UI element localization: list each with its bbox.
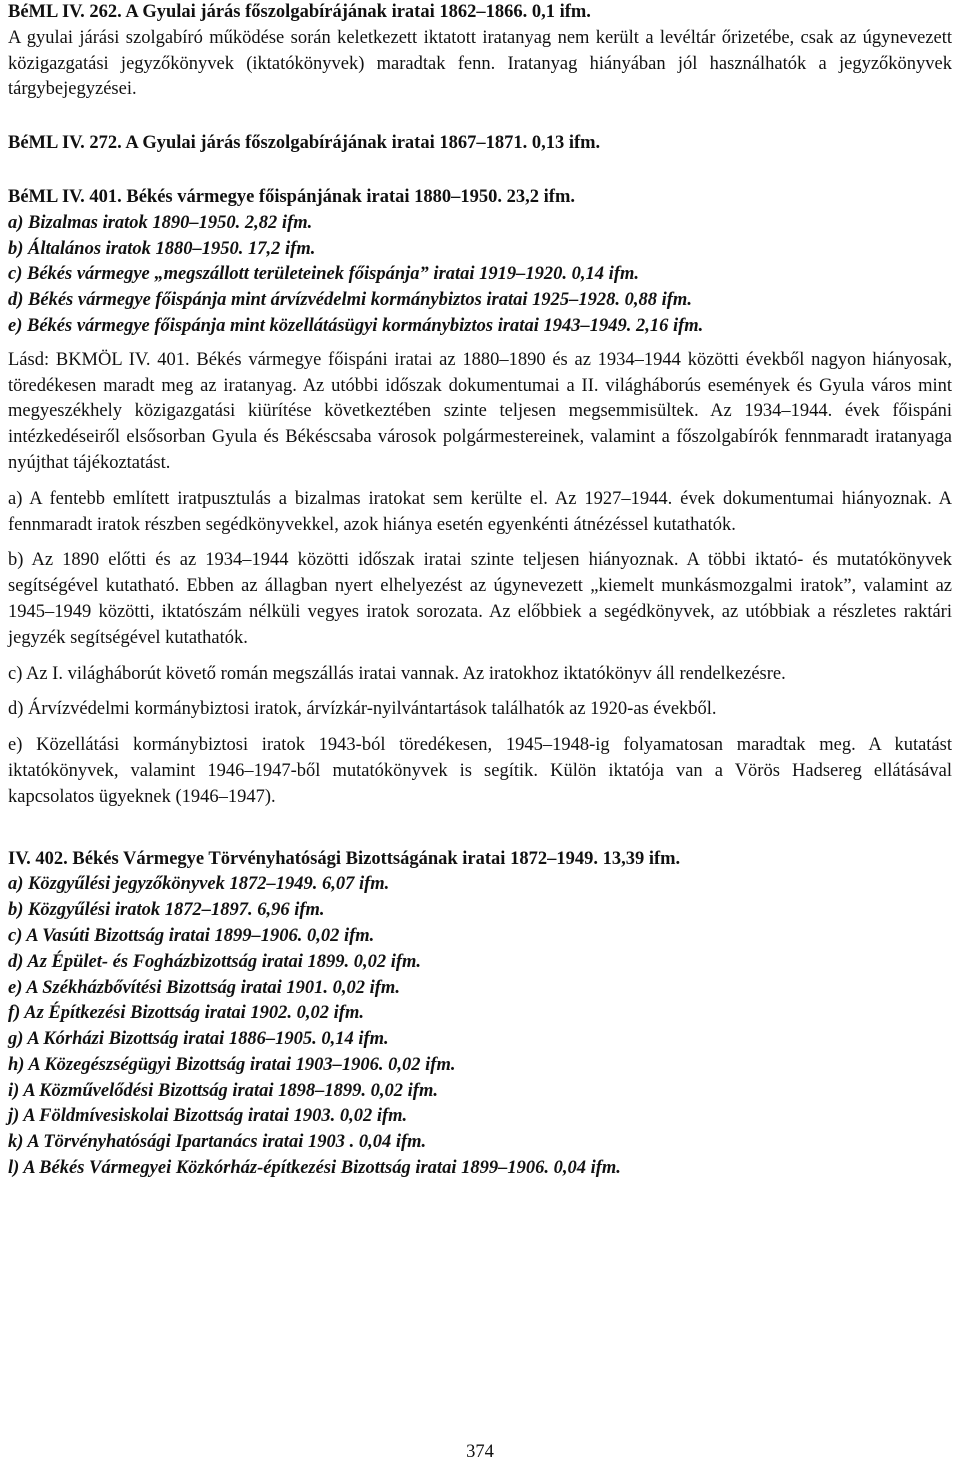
subseries-item: h) A Közegészségügyi Bizottság iratai 1903–1906. 0,02 ifm. bbox=[8, 1054, 456, 1075]
subseries-item: a) Közgyűlési jegyzőkönyvek 1872–1949. 6,07 ifm. bbox=[8, 874, 390, 895]
section-heading: BéML IV. 262. A Gyulai járás főszolgabírájának iratai 1862–1866. 0,1 ifm. bbox=[8, 2, 591, 22]
section-heading: IV. 402. Békés Vármegye Törvényhatósági Bizottságának iratai 1872–1949. 13,39 ifm. bbox=[8, 848, 681, 869]
section-heading: BéML IV. 272. A Gyulai járás főszolgabírájának iratai 1867–1871. 0,13 ifm. bbox=[8, 133, 601, 154]
body-paragraph: e) Közellátási kormánybiztosi iratok 1943-ból töredékesen, 1945–1948-ig folyamatosan maradtak meg. A kutatást iktatókönyvek, valamint 1946–1947-ből mutatókönyvek is segítik. Külön iktatója van a Vörös Hadsereg ellátásával kapcsolatos ügyeknek (1946–1947). bbox=[8, 735, 952, 807]
subseries-item: d) Az Épület- és Fogházbizottság iratai 1899. 0,02 ifm. bbox=[8, 951, 422, 972]
subseries-item: i) A Közművelődési Bizottság iratai 1898–1899. 0,02 ifm. bbox=[8, 1080, 438, 1101]
subseries-item: e) Békés vármegye főispánja mint közellátásügyi kormánybiztos iratai 1943–1949. 2,16 ifm. bbox=[8, 315, 704, 336]
subseries-item: k) A Törvényhatósági Ipartanács iratai 1903 . 0,04 ifm. bbox=[8, 1132, 427, 1153]
body-paragraph: Lásd: BKMÖL IV. 401. Békés vármegye főispáni iratai az 1880–1890 és az 1934–1944 közötti évekből nagyon hiányosak, töredékesen maradt meg az iratanyag. Az utóbbi időszak dokumentumai a II. világháborús események és Gyula város mint megyeszékhely közigazgatási kiürítése következtében szinte teljesen megsemmisültek. Az 1934–1944. évek főispáni intézkedéseiről elsősorban Gyula és Békéscsaba városok polgármestereinek, valamint a főszolgabírók fennmaradt iratanyaga nyújthat tájékoztatást. bbox=[8, 349, 952, 473]
subseries-item: j) A Földmívesiskolai Bizottság iratai 1903. 0,02 ifm. bbox=[8, 1106, 408, 1127]
body-paragraph: b) Az 1890 előtti és az 1934–1944 közötti időszak iratai szinte teljesen hiányoznak. A többi iktató- és mutatókönyvek segítségével kutatható. Ebben az állagban nyert elhelyezést az úgynevezett „kiemelt munkásmozgalmi iratok”, valamint az 1945–1949 közötti, iktatószám nélküli vegyes iratok sorozata. Az előbbiek a segédkönyvek, az utóbbiak a részletes raktári jegyzék segítségével kutathatók. bbox=[8, 550, 952, 648]
subseries-item: l) A Békés Vármegyei Közkórház-építkezési Bizottság iratai 1899–1906. 0,04 ifm. bbox=[8, 1158, 621, 1179]
subseries-item: c) Békés vármegye „megszállott területeinek főispánja” iratai 1919–1920. 0,14 ifm. bbox=[8, 264, 639, 285]
body-paragraph: a) A fentebb említett iratpusztulás a bizalmas iratokat sem kerülte el. Az 1927–1944. évek dokumentumai hiányoznak. A fennmaradt iratok részben segédkönyvekkel, azok hiánya esetén egyenkénti átnézéssel kutathatók. bbox=[8, 488, 952, 535]
subseries-item: g) A Kórházi Bizottság iratai 1886–1905. 0,14 ifm. bbox=[8, 1029, 389, 1050]
subseries-item: b) Közgyűlési iratok 1872–1897. 6,96 ifm. bbox=[8, 900, 325, 921]
body-paragraph: c) Az I. világháborút követő román megszállás iratai vannak. Az iratokhoz iktatókönyv áll rendelkezésre. bbox=[8, 663, 786, 684]
subseries-item: d) Békés vármegye főispánja mint árvízvédelmi kormánybiztos iratai 1925–1928. 0,88 ifm. bbox=[8, 290, 692, 311]
subseries-item: a) Bizalmas iratok 1890–1950. 2,82 ifm. bbox=[8, 212, 313, 233]
page-number: 374 bbox=[466, 1442, 494, 1462]
subseries-item: f) Az Építkezési Bizottság iratai 1902. 0,02 ifm. bbox=[8, 1003, 364, 1024]
body-paragraph: A gyulai járási szolgabíró működése során keletkezett iktatott iratanyag nem került a levéltár őrizetébe, csak az úgynevezett közigazgatási jegyzőkönyvek (iktatókönyvek) maradtak fenn. Iratanyag hiányában jól használhatók a jegyzőkönyvek tárgybejegyzései. bbox=[8, 27, 952, 100]
section-heading: BéML IV. 401. Békés vármegye főispánjának iratai 1880–1950. 23,2 ifm. bbox=[8, 186, 575, 207]
subseries-item: c) A Vasúti Bizottság iratai 1899–1906. 0,02 ifm. bbox=[8, 925, 375, 946]
document-page bbox=[8, 0, 952, 1182]
body-paragraph: d) Árvízvédelmi kormánybiztosi iratok, árvízkár-nyilvántartások találhatók az 1920-as évekből. bbox=[8, 699, 717, 720]
subseries-item: e) A Székházbővítési Bizottság iratai 1901. 0,02 ifm. bbox=[8, 977, 400, 998]
subseries-item: b) Általános iratok 1880–1950. 17,2 ifm. bbox=[8, 238, 316, 259]
